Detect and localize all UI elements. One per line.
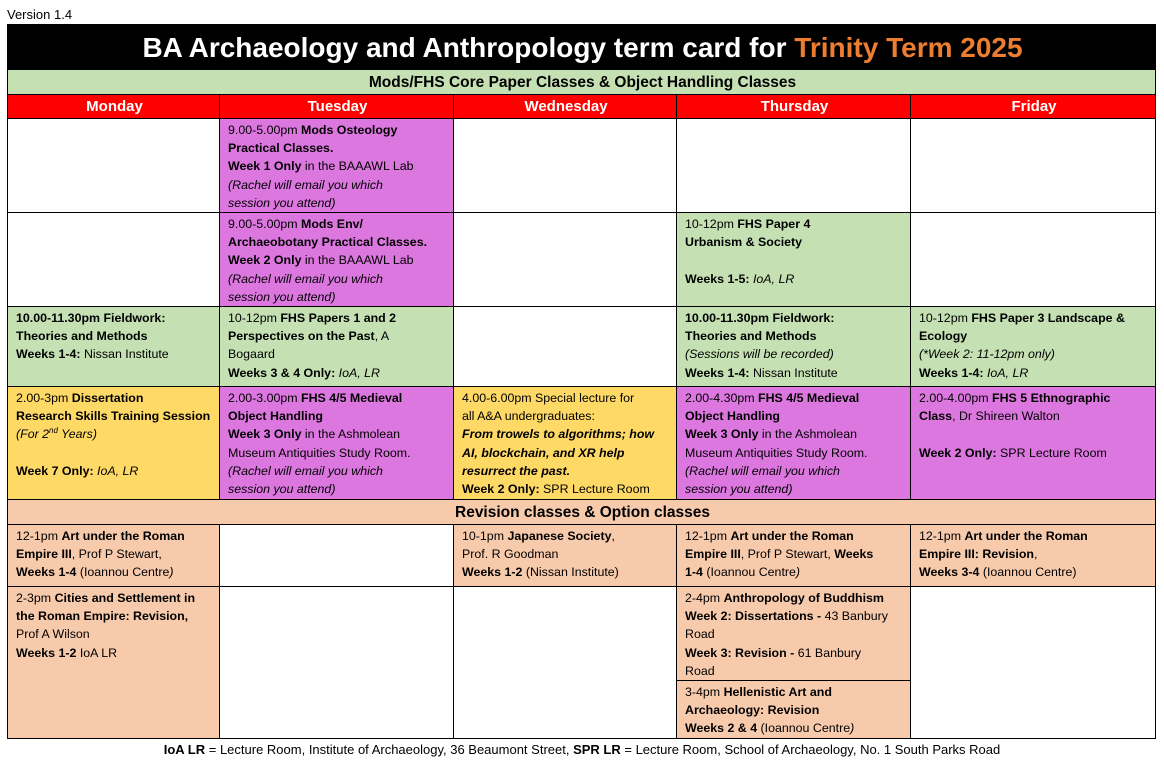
class-cell-tue-medieval-handling: 2.00-3.00pm FHS 4/5 Medieval Object Handling Week 3 Only in the Ashmolean Museum Antiquities Study Room. (Rachel will email you which session you attend) (220, 387, 454, 500)
revision-section-row (8, 500, 1156, 525)
empty-cell (911, 213, 1156, 307)
day-header-row (8, 95, 1156, 119)
empty-cell (8, 213, 220, 307)
schedule-row (8, 387, 1156, 500)
class-cell-mon-dissertation: 2.00-3pm Dissertation Research Skills Training Session (For 2nd Years) Week 7 Only: IoA, LR (8, 387, 220, 500)
schedule-row (8, 587, 1156, 681)
empty-cell (911, 587, 1156, 739)
day-header-monday: Monday (8, 95, 220, 119)
core-section-row (8, 70, 1156, 95)
version-label: Version 1.4 (7, 7, 73, 22)
class-cell-fri-roman-art-revision: 12-1pm Art under the Roman Empire III: Revision, Weeks 3-4 (Ioannou Centre) (911, 525, 1156, 587)
term-card-table (7, 24, 1156, 739)
class-cell-mon-roman-art: 12-1pm Art under the Roman Empire III, Prof P Stewart, Weeks 1-4 (Ioannou Centre) (8, 525, 220, 587)
empty-cell (220, 587, 454, 739)
class-cell-thu-medieval-handling: 2.00-4.30pm FHS 4/5 Medieval Object Handling Week 3 Only in the Ashmolean Museum Antiquities Study Room. (Rachel will email you which session you attend) (677, 387, 911, 500)
class-cell-thu-fieldwork: 10.00-11.30pm Fieldwork: Theories and Methods (Sessions will be recorded) Weeks 1-4: Nissan Institute (677, 307, 911, 387)
class-cell-thu-buddhism: 2-4pm Anthropology of Buddhism Week 2: Dissertations - 43 Banbury Road Week 3: Revision - 61 Banbury Road (677, 587, 911, 681)
empty-cell (454, 587, 677, 739)
empty-cell (8, 119, 220, 213)
schedule-row (8, 525, 1156, 587)
day-header-tuesday: Tuesday (220, 95, 454, 119)
revision-section-heading: Revision classes & Option classes (8, 500, 1156, 525)
class-cell-mon-cities-settlement: 2-3pm Cities and Settlement in the Roman Empire: Revision, Prof A Wilson Weeks 1-2 IoA LR (8, 587, 220, 739)
class-cell-mon-fieldwork: 10.00-11.30pm Fieldwork: Theories and Methods Weeks 1-4: Nissan Institute (8, 307, 220, 387)
class-cell-wed-japanese-society: 10-1pm Japanese Society, Prof. R Goodman Weeks 1-2 (Nissan Institute) (454, 525, 677, 587)
class-cell-tue-fhs-papers-1-2: 10-12pm FHS Papers 1 and 2 Perspectives on the Past, A Bogaard Weeks 3 & 4 Only: IoA, LR (220, 307, 454, 387)
empty-cell (454, 307, 677, 387)
class-cell-tue-archaeobotany: 9.00-5.00pm Mods Env/ Archaeobotany Practical Classes. Week 2 Only in the BAAAWL Lab (Rachel will email you which session you attend) (220, 213, 454, 307)
empty-cell (677, 119, 911, 213)
day-header-thursday: Thursday (677, 95, 911, 119)
empty-cell (220, 525, 454, 587)
title-accent: Trinity Term 2025 (794, 32, 1023, 63)
class-cell-wed-special-lecture: 4.00-6.00pm Special lecture for all A&A undergraduates: From trowels to algorithms; how AI, blockchain, and XR help resurrect the past. Week 2 Only: SPR Lecture Room (454, 387, 677, 500)
empty-cell (911, 119, 1156, 213)
class-cell-thu-hellenistic: 3-4pm Hellenistic Art and Archaeology: Revision Weeks 2 & 4 (Ioannou Centre) (677, 681, 911, 739)
schedule-row (8, 119, 1156, 213)
class-cell-thu-fhs-paper-4: 10-12pm FHS Paper 4 Urbanism & Society Weeks 1-5: IoA, LR (677, 213, 911, 307)
empty-cell (454, 119, 677, 213)
schedule-row (8, 213, 1156, 307)
empty-cell (454, 213, 677, 307)
title-main: BA Archaeology and Anthropology term card for (142, 32, 795, 63)
class-cell-tue-osteology: 9.00-5.00pm Mods Osteology Practical Classes. Week 1 Only in the BAAAWL Lab (Rachel will email you which session you attend) (220, 119, 454, 213)
class-cell-fri-ethnographic: 2.00-4.00pm FHS 5 Ethnographic Class, Dr Shireen Walton Week 2 Only: SPR Lecture Room (911, 387, 1156, 500)
title-row (8, 25, 1156, 70)
core-section-heading: Mods/FHS Core Paper Classes & Object Handling Classes (8, 70, 1156, 95)
footer-legend: IoA LR = Lecture Room, Institute of Archaeology, 36 Beaumont Street, SPR LR = Lecture Room, School of Archaeology, No. 1 South Parks Road (163, 742, 1001, 757)
day-header-friday: Friday (911, 95, 1156, 119)
schedule-row (8, 307, 1156, 387)
class-cell-fri-fhs-paper-3: 10-12pm FHS Paper 3 Landscape & Ecology (*Week 2: 11-12pm only) Weeks 1-4: IoA, LR (911, 307, 1156, 387)
class-cell-thu-roman-art: 12-1pm Art under the Roman Empire III, Prof P Stewart, Weeks 1-4 (Ioannou Centre) (677, 525, 911, 587)
page-title (8, 25, 1156, 70)
day-header-wednesday: Wednesday (454, 95, 677, 119)
